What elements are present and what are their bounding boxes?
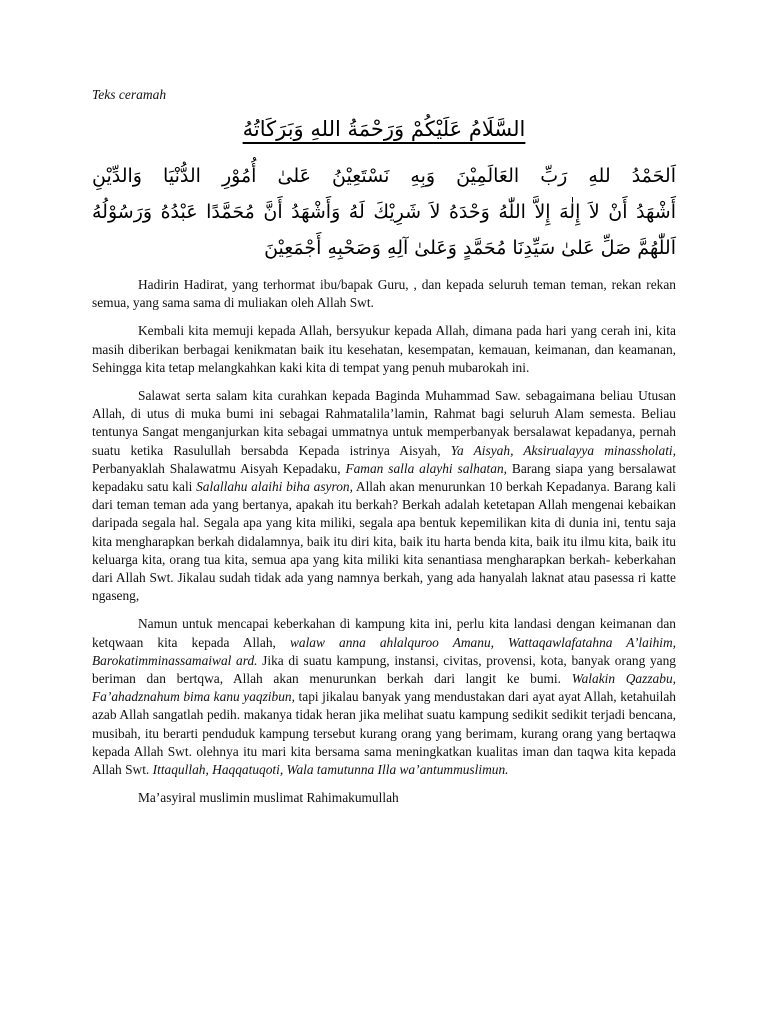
text-run: tapi jikalau banyak yang mendustakan dari ayat ayat Allah, ketahuilah azab Allah sangatlah pedih. makanya tidak heran jika melihat suatu kampung sedikit sedikit terjadi bencana, musibah, itu berarti penduduk kampung tersebut kurang orang yang berimam, kurang orang yang bertaqwa kepada Allah Swt. olehnya itu mari kita bersama sama meningkatkan kualitas iman dan taqwa kita kepada Allah Swt. [92, 689, 676, 778]
text-run: Perbanyaklah Shalawatmu Aisyah Kepadaku, [92, 460, 346, 476]
italic-quote: Walakin Qazzabu, Fa’ahadznahum bima kanu yaqzibun, [92, 671, 676, 705]
document-label: Teks ceramah [92, 87, 167, 102]
arabic-prayer-line: اَللّٰهُمَّ صَلِّ عَلىٰ سَيِّدِنَا مُحَمَّدٍ وَعَلىٰ آلِهِ وَصَحْبِهِ أَجْمَعِيْنَ [264, 237, 676, 259]
paragraph-salawat [92, 387, 676, 605]
arabic-prayer-line: أَشْهَدُ أَنْ لاَ إِلٰهَ إِلاَّ اللّٰهُ وَحْدَهُ لاَ شَرِيْكَ لَهُ وَأَشْهَدُ أَنَّ مُحَمَّدًا عَبْدُهُ وَرَسُوْلُهُ [92, 201, 676, 223]
text-run: Jika di suatu kampung, instansi, civitas, provensi, kota, banyak orang yang beriman dan bertqwa, Allah akan menurunkan berkah dari langit ke bumi. [92, 652, 676, 687]
italic-quote: walaw anna ahlalquroo Amanu, Wattaqawlafatahna A’laihim, Barokatimminassamaiwal ard. [92, 634, 677, 668]
text-run: Kembali kita memuji kepada Allah, bersyukur kepada Allah, dimana pada hari yang cerah ini, kita masih diberikan berbagai kenikmatan baik itu kesehatan, kesempatan, kemauan, keimanan, dan keamanan, Sehingga kita tetap melangkahkan kaki kita di tempat yang penuh mubarokah ini. [92, 323, 676, 375]
italic-quote: Ya Aisyah, Aksirualayya minassholati, [450, 442, 676, 458]
paragraph-address [92, 789, 676, 807]
paragraph-greeting [92, 276, 676, 312]
italic-quote: Faman salla alayhi salhatan, [345, 460, 508, 476]
arabic-opening-prayer [92, 158, 676, 266]
text-run: Allah akan menurunkan 10 berkah Kepadanya. Barang kali dari teman teman ada yang bertanya, apakah itu berkah? Berkah adalah ketetapan Allah mengenai kebaikan daripada segala hal. Segala apa yang kita miliki, segala apa bentuk kepemilikan kita di dunia ini, tentu saja kita mengharapkan berkah didalamnya, baik itu diri kita, baik itu harta benda kita, baik itu ilmu kita, baik itu keluarga kita, orang tua kita, semua apa yang kita miliki kita senantiasa mengharapkan berkah- keberkahan dari Allah Swt. Jikalau sudah tidak ada yang namnya berkah, yang ada hanyalah laknat atau pasessa ri katte ngaseng, [92, 479, 677, 604]
paragraph-blessing [92, 615, 676, 779]
document-body [92, 86, 676, 817]
text-run: Barang siapa yang bersalawat kepadaku satu kali [92, 460, 677, 495]
text-run: Hadirin Hadirat, yang terhormat ibu/bapak Guru, , dan kepada seluruh teman teman, rekan rekan semua, yang sama sama di muliakan oleh Allah Swt. [92, 277, 676, 311]
text-run: Namun untuk mencapai keberkahan di kampung kita ini, perlu kita landasi dengan keimanan dan ketqwaan kita kepada Allah, [92, 616, 676, 650]
speech-paragraphs [92, 276, 676, 807]
paragraph-praise [92, 322, 676, 377]
arabic-salam-heading: السَّلَامُ عَلَيْكُمْ وَرَحْمَةُ اللهِ وَبَرَكَاتُهُ [242, 117, 526, 141]
italic-quote: Salallahu alaihi biha asyron, [196, 479, 353, 495]
italic-quote: Ittaqullah, Haqqatuqoti, Wala tamutunna Illa wa’antummuslimun. [152, 762, 509, 778]
arabic-prayer-line: اَلحَمْدُ للهِ رَبِّ العَالَمِيْنَ وَبِهِ نَسْتَعِيْنُ عَلىٰ أُمُوْرِ الدُّنْيَا وَالدِّيْنِ [92, 165, 676, 187]
text-run: Ma’asyiral muslimin muslimat Rahimakumullah [138, 790, 399, 806]
text-run: Salawat serta salam kita curahkan kepada Baginda Muhammad Saw. sebagaimana beliau Utusan Allah, di utus di muka bumi ini sebagai Rahmatalila’lamin, Rahmat bagi seluruh Alam semesta. Beliau tentunya Sangat menganjurkan kita sebagai ummatnya untuk memperbanyak bersalawat kepadanya, pernah suatu ketika Rasulullah bersabda Kepada istrinya Aisyah, [92, 388, 676, 458]
